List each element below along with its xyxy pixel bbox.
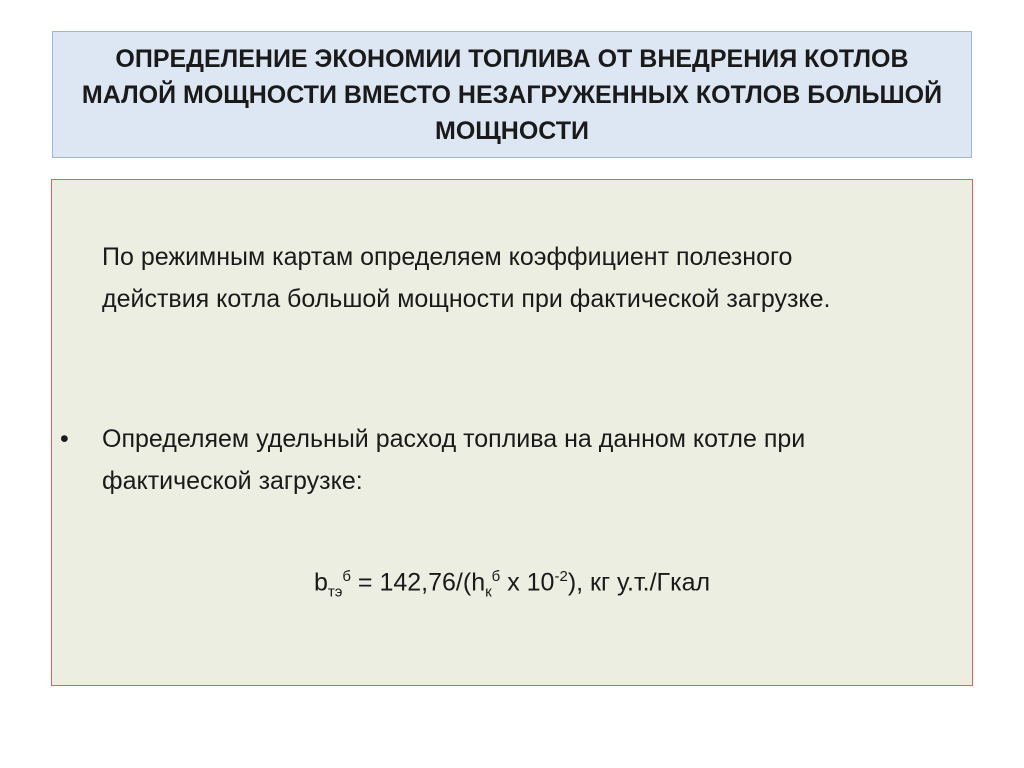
formula-equals: = 142,76/(h (350, 568, 486, 597)
formula-b-subscript: тэ (327, 583, 343, 601)
formula-b: b (313, 568, 328, 597)
formula-h-superscript: б (491, 568, 501, 585)
paragraph-specific-consumption: Определяем удельный расход топлива на данном котле при фактической загрузке: (102, 425, 806, 495)
paragraph-regime-maps: По режимным картам определяем коэффициент полезного действия котла большой мощности при фактической загрузке. (102, 243, 831, 313)
title-box (52, 31, 972, 158)
formula-exponent: -2 (554, 568, 568, 585)
formula-h-subscript: к (485, 583, 492, 601)
formula-multiplier: х 10 (500, 568, 555, 597)
bullet-marker: • (60, 425, 69, 453)
slide-title: ОПРЕДЕЛЕНИЕ ЭКОНОМИИ ТОПЛИВА ОТ ВНЕДРЕНИЯ КОТЛОВ МАЛОЙ МОЩНОСТИ ВМЕСТО НЕЗАГРУЖЕННЫХ КОТЛОВ БОЛЬШОЙ МОЩНОСТИ (81, 44, 943, 145)
formula-b-superscript: б (342, 568, 351, 585)
content-box (51, 179, 973, 686)
fuel-consumption-formula (52, 556, 972, 613)
formula-units: ), кг у.т./Гкал (567, 568, 711, 597)
